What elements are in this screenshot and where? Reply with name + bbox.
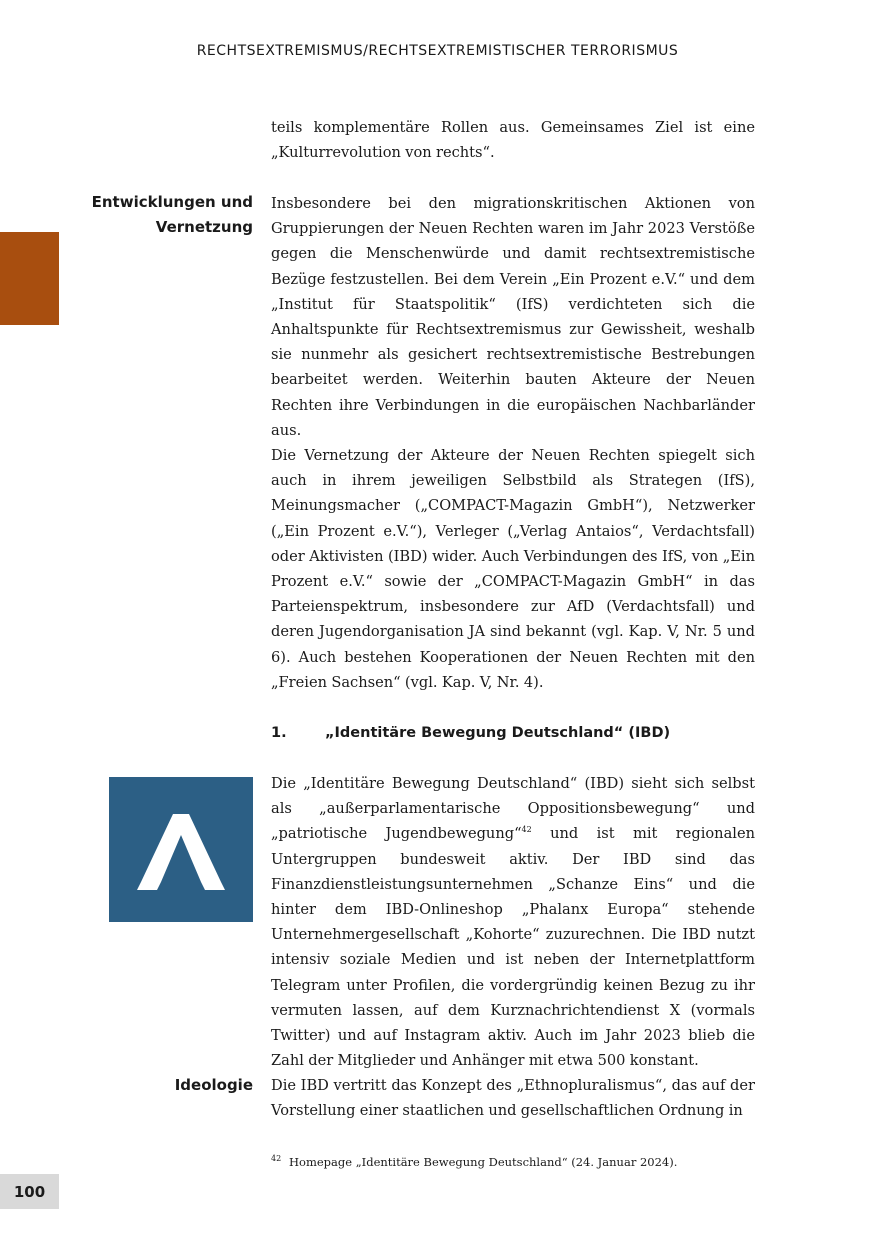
ibd-paragraph-part1: Die „Identitäre Bewegung Deutschland“ (IBD) sieht sich selbst als „außerparlamentarische Oppositionsbewegung“ und „patriotische Jugendbewegung“	[271, 775, 755, 843]
page-number: 100	[0, 1174, 59, 1209]
footnote: $^{42}$ Homepage „Identitäre Bewegung Deutschland“ (24. Januar 2024).	[271, 1154, 678, 1169]
section-heading	[271, 722, 755, 744]
ibd-paragraph	[271, 771, 755, 1073]
margin-label-ideology: Ideologie	[174, 1076, 253, 1094]
section-number: 1.	[271, 725, 287, 741]
ibd-logo	[109, 777, 253, 922]
lambda-logo-icon	[109, 777, 253, 922]
developments-paragraph: Insbesondere bei den migrationskritischen Aktionen von Gruppierungen der Neuen Rechten waren im Jahr 2023 Verstöße gegen die Menschenwürde und damit rechtsextremistische Bezüge festzustellen. Bei dem Verein „Ein Prozent e.V.“ und dem „Institut für Staatspolitik“ (IfS) verdichteten sich die Anhaltspunkte für Rechtsextremismus zur Gewissheit, weshalb sie nunmehr als gesichert rechtsextremistische Bestrebungen bearbeitet werden. Weiterhin bauten Akteure der Neuen Rechten ihre Verbindungen in die europäischen Nachbarländer aus.	[271, 195, 755, 439]
margin-label-developments: Entwicklungen und Vernetzung	[91, 193, 253, 236]
network-paragraph: Die Vernetzung der Akteure der Neuen Rechten spiegelt sich auch in ihrem jeweiligen Selbstbild als Strategen (IfS), Meinungsmacher („COMPACT-Magazin GmbH“), Netzwerker („Ein Prozent e.V.“), Verleger („Verlag Antaios“, Verdachtsfall) oder Aktivisten (IBD) wider. Auch Verbindungen des IfS, von „Ein Prozent e.V.“ sowie der „COMPACT-Magazin GmbH“ in das Parteienspektrum, insbesondere zur AfD (Verdachtsfall) und deren Jugendorganisation JA sind bekannt (vgl. Kap. V, Nr. 5 und 6). Auch bestehen Kooperationen der Neuen Rechten mit den „Freien Sachsen“ (vgl. Kap. V, Nr. 4).	[271, 447, 755, 691]
ideology-paragraph: Die IBD vertritt das Konzept des „Ethnopluralismus“, das auf der Vorstellung einer staatlichen und gesellschaftlichen Ordnung in	[271, 1077, 755, 1120]
footnote-ref: 42	[521, 825, 532, 835]
footnote-text: Homepage „Identitäre Bewegung Deutschland“ (24. Januar 2024).	[289, 1155, 678, 1169]
ibd-paragraph-part2: und ist mit regionalen Untergruppen bundesweit aktiv. Der IBD sind das Finanzdienstleistungsunternehmen „Schanze Eins“ und die hinter dem IBD-Onlineshop „Phalanx Europa“ stehende Unternehmergesellschaft „Kohorte“ zuzurechnen. Die IBD nutzt intensiv soziale Medien und ist neben der Internetplattform Telegram unter Profilen, die vordergründig keinen Bezug zu ihr vermuten lassen, auf dem Kurznachrichtendienst X (vormals Twitter) und auf Instagram aktiv. Auch im Jahr 2023 blieb die Zahl der Mitglieder und Anhänger mit etwa 500 konstant.	[271, 825, 755, 1070]
chapter-color-tab	[0, 232, 59, 325]
section-title: „Identitäre Bewegung Deutschland“ (IBD)	[325, 725, 671, 741]
intro-paragraph: teils komplementäre Rollen aus. Gemeinsames Ziel ist eine „Kulturrevolution von rechts“.	[271, 119, 755, 162]
running-header: RECHTSEXTREMISMUS/RECHTSEXTREMISTISCHER TERRORISMUS	[196, 43, 679, 59]
